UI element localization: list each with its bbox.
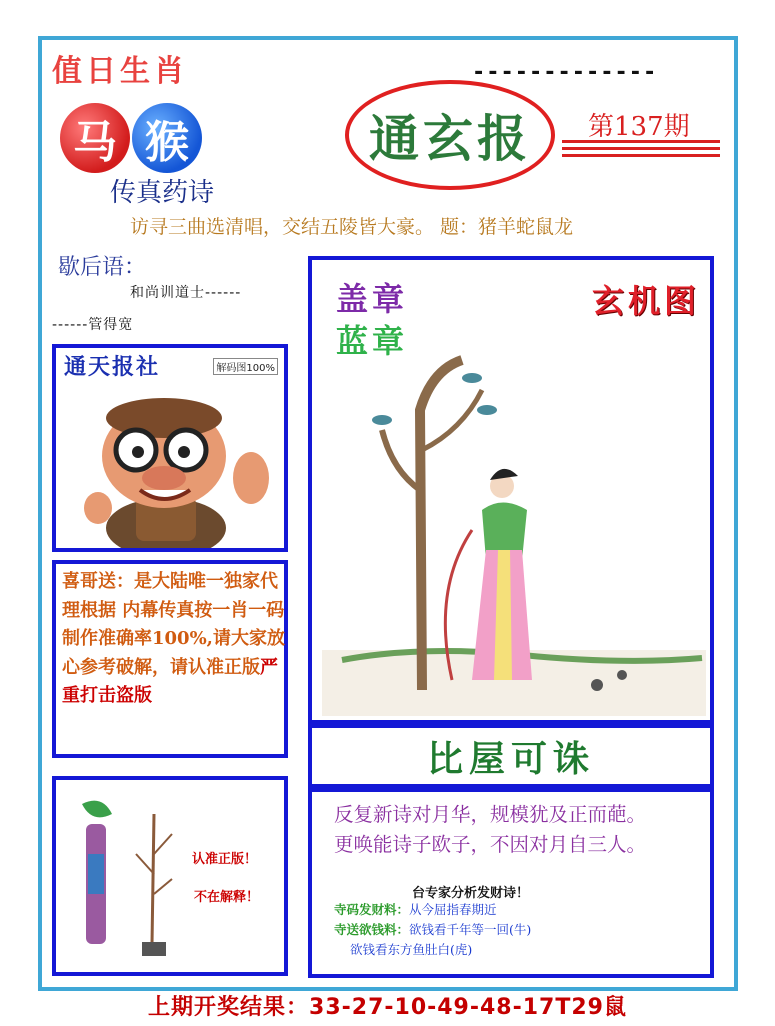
xiehouyu-question: 和尚训道士------ xyxy=(130,285,242,301)
woman-and-tree-illustration xyxy=(322,350,706,716)
zodiac-monkey-badge: 猴 xyxy=(132,103,202,173)
tiantian-panel xyxy=(52,344,288,552)
mystery-picture-title: 玄机图 xyxy=(591,282,700,320)
figure-with-tree-illustration xyxy=(72,794,182,964)
poem-text xyxy=(334,800,646,860)
poem-analysis-panel xyxy=(308,788,714,978)
idiom-text: 比屋可诛 xyxy=(426,737,595,780)
tiantian-title: 通天报社 xyxy=(64,354,161,380)
newspaper-logo: 通玄报 xyxy=(345,80,555,190)
poem-line-1: 反复新诗对月华，规模犹及正而葩。 xyxy=(334,803,647,826)
stamp-text-1: 盖章 xyxy=(336,280,409,318)
duty-zodiac-label: 值日生肖 xyxy=(52,54,188,89)
header-poem-line: 访寻三曲选清唱，交结五陵皆大豪。 题：猪羊蛇鼠龙 xyxy=(130,216,574,238)
stamp-text-2: 蓝章 xyxy=(336,322,409,360)
promo-panel xyxy=(52,560,288,758)
analysis-line-1: 寺码发财料：从今屈指春期近 xyxy=(334,902,497,917)
analysis-line-3: 欲钱看东方鱼肚白(虎) xyxy=(350,942,473,957)
genuine-line-1: 认准正版！ xyxy=(192,852,258,867)
poem-line-2: 更唤能诗子欧子，不因对月自三人。 xyxy=(334,833,647,856)
issue-number: 第137期 xyxy=(588,112,690,142)
xiehouyu-label: 歇后语： xyxy=(58,255,147,280)
idiom-panel xyxy=(308,724,714,788)
zodiac-horse-badge: 马 xyxy=(60,103,130,173)
analysis-title: 台专家分析发财诗！ xyxy=(412,886,530,901)
genuine-line-2: 不在解释！ xyxy=(194,890,260,905)
cartoon-pig-illustration xyxy=(76,378,276,548)
tiantian-note: 解码图100% xyxy=(213,358,278,375)
genuine-panel xyxy=(52,776,288,976)
analysis-line-2: 寺送欲钱料：欲钱看千年等一回(牛) xyxy=(334,922,532,937)
issue-underline-2 xyxy=(562,154,720,157)
issue-underline xyxy=(562,140,720,150)
promo-text: 喜哥送：是大陆唯一独家代理根据 内幕传真按一肖一码制作准确率100%,请大家放心参考破解，请认准正版严重打击盗版 xyxy=(62,571,285,706)
fax-poem-label: 传真药诗 xyxy=(110,178,215,208)
mystery-picture-panel xyxy=(308,256,714,724)
top-dash-line: ------------- xyxy=(472,60,658,85)
anti-piracy-text: 严重打击盗版 xyxy=(62,656,278,706)
last-draw-result: 上期开奖结果：33-27-10-49-48-17T29鼠 xyxy=(148,995,627,1020)
xiehouyu-answer: ------管得宽 xyxy=(52,317,134,333)
